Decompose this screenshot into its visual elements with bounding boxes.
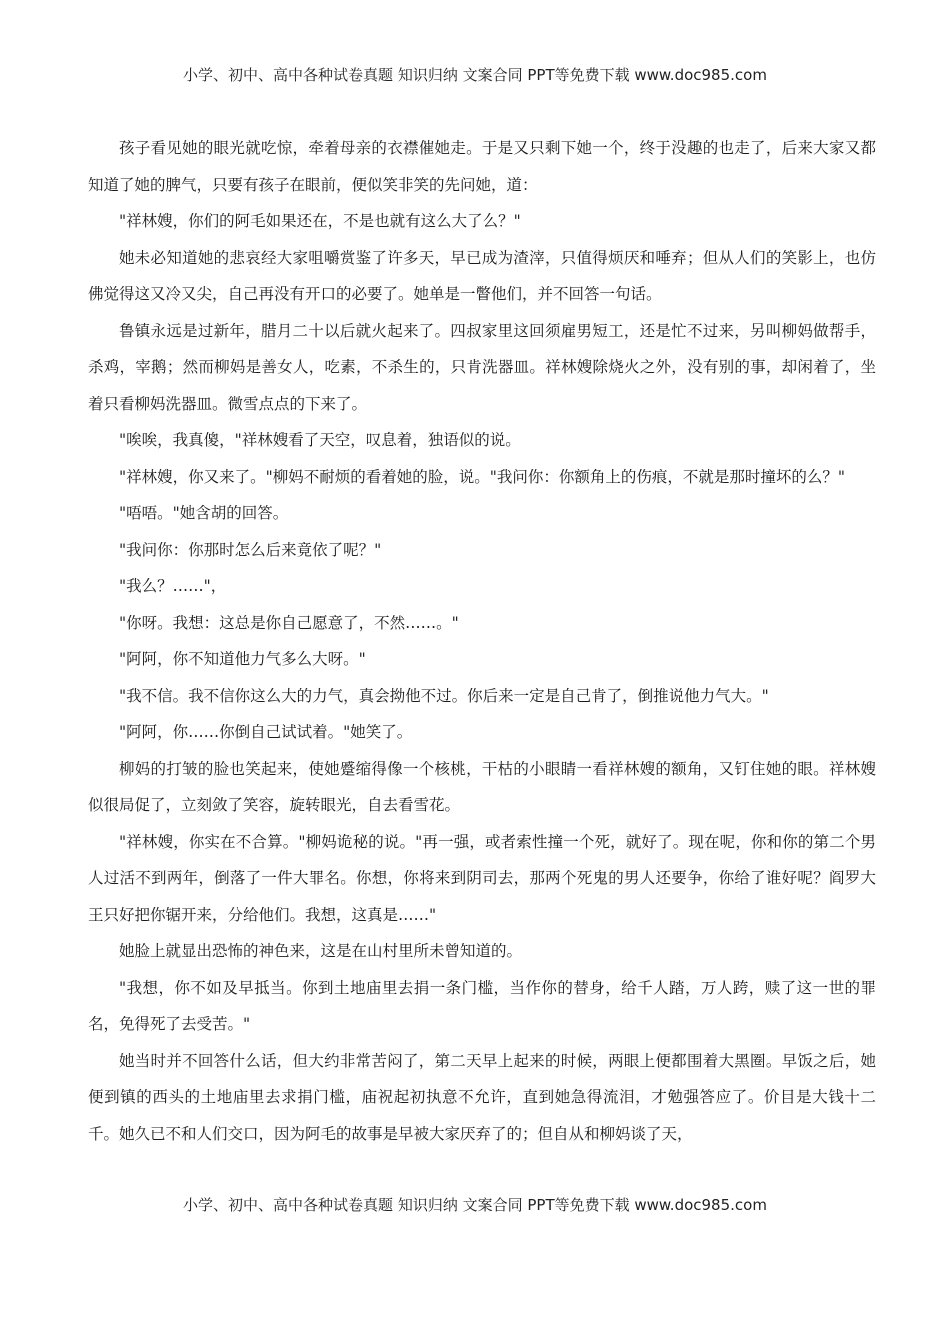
paragraph-12: "我不信。我不信你这么大的力气，真会拗他不过。你后来一定是自己肯了，倒推说他力气大。" [119,686,769,705]
paragraph-16: 她脸上就显出恐怖的神色来，这是在山村里所未曾知道的。 [119,942,523,960]
paragraph-9: "我么？……"， [119,577,227,595]
page-header-banner: 小学、初中、高中各种试卷真题 知识归纳 文案合同 PPT等免费下载 www.doc985.com [183,66,767,84]
paragraph-11: "阿阿，你不知道他力气多么大呀。" [119,650,366,668]
paragraph-5: "唉唉，我真傻，"祥林嫂看了天空，叹息着，独语似的说。 [119,431,521,449]
paragraph-2: "祥林嫂，你们的阿毛如果还在，不是也就有这么大了么？" [119,212,521,230]
paragraph-6: "祥林嫂，你又来了。"柳妈不耐烦的看着她的脸，说。"我问你：你额角上的伤痕，不就是那时撞坏的么？" [119,467,846,486]
page-footer-banner: 小学、初中、高中各种试卷真题 知识归纳 文案合同 PPT等免费下载 www.doc985.com [183,1196,767,1214]
paragraph-17: "我想，你不如及早抵当。你到土地庙里去捐一条门槛，当作你的替身，给千人踏，万人跨，赎了这一世的罪名，免得死了去受苦。" [88,978,876,1033]
paragraph-10: "你呀。我想：这总是你自己愿意了，不然……。" [119,613,459,632]
paragraph-15: "祥林嫂，你实在不合算。"柳妈诡秘的说。"再一强，或者索性撞一个死，就好了。现在呢，你和你的第二个男人过活不到两年，倒落了一件大罪名。你想，你将来到阴司去，那两个死鬼的男人还要争，你给了谁好呢？阎罗大王只好把你锯开来，分给他们。我想，这真是……" [88,832,876,924]
paragraph-13: "阿阿，你……你倒自己试试着。"她笑了。 [119,723,413,741]
paragraph-7: "唔唔。"她含胡的回答。 [119,504,289,522]
story-text [88,130,876,1152]
paragraph-3: 她未必知道她的悲哀经大家咀嚼赏鉴了许多天，早已成为渣滓，只值得烦厌和唾弃；但从人们的笑影上，也仿佛觉得这又冷又尖，自己再没有开口的必要了。她单是一瞥他们，并不回答一句话。 [88,248,876,303]
paragraph-4: 鲁镇永远是过新年，腊月二十以后就火起来了。四叔家里这回须雇男短工，还是忙不过来，另叫柳妈做帮手，杀鸡，宰鹅；然而柳妈是善女人，吃素，不杀生的，只肯洗器皿。祥林嫂除烧火之外，没有别的事，却闲着了，坐着只看柳妈洗器皿。微雪点点的下来了。 [88,321,876,413]
paragraph-14: 柳妈的打皱的脸也笑起来，使她蹙缩得像一个核桃，干枯的小眼睛一看祥林嫂的额角，又钉住她的眼。祥林嫂似很局促了，立刻敛了笑容，旋转眼光，自去看雪花。 [88,759,876,814]
paragraph-1: 孩子看见她的眼光就吃惊，牵着母亲的衣襟催她走。于是又只剩下她一个，终于没趣的也走了，后来大家又都知道了她的脾气，只要有孩子在眼前，便似笑非笑的先问她，道： [88,139,876,194]
paragraph-8: "我问你：你那时怎么后来竟依了呢？" [119,540,382,559]
paragraph-18: 她当时并不回答什么话，但大约非常苦闷了，第二天早上起来的时候，两眼上便都围着大黑圈。早饭之后，她便到镇的西头的土地庙里去求捐门槛，庙祝起初执意不允许，直到她急得流泪，才勉强答应了。价目是大钱十二千。她久已不和人们交口，因为阿毛的故事是早被大家厌弃了的；但自从和柳妈谈了天， [88,1051,876,1143]
